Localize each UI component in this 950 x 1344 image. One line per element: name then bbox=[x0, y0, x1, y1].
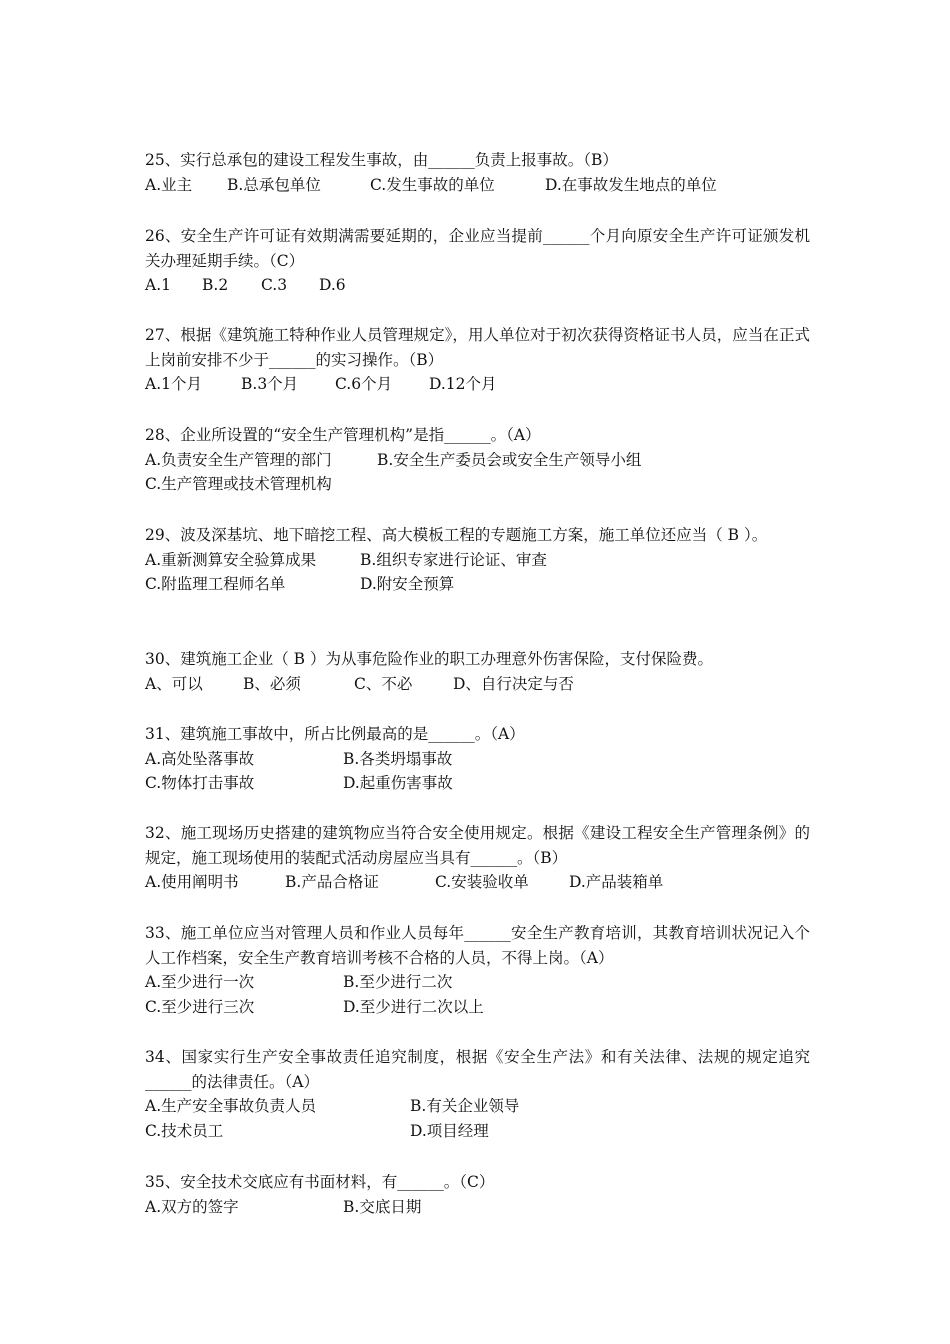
option-a: A.1 bbox=[145, 276, 171, 294]
option-c: C、不必 bbox=[354, 674, 413, 693]
options-row bbox=[145, 372, 810, 397]
options-row bbox=[145, 472, 810, 497]
question-34 bbox=[145, 1045, 810, 1143]
option-b: B、必须 bbox=[243, 674, 301, 693]
option-c: C.安装验收单 bbox=[435, 873, 529, 891]
option-a: A.重新测算安全验算成果 bbox=[145, 550, 317, 569]
question-stem: 26、安全生产许可证有效期满需要延期的，企业应当提前______个月向原安全生产许可证颁发机关办理延期手续。（C） bbox=[145, 227, 810, 270]
option-d: D.6 bbox=[319, 276, 346, 294]
question-stem: 29、波及深基坑、地下暗挖工程、高大模板工程的专题施工方案，施工单位还应当（ B ）。 bbox=[145, 526, 768, 544]
options-row bbox=[145, 548, 810, 573]
option-c: C.6个月 bbox=[335, 375, 393, 393]
option-d: D.12个月 bbox=[429, 375, 497, 393]
question-27 bbox=[145, 323, 810, 397]
options-row bbox=[145, 572, 810, 597]
option-b: B.有关企业领导 bbox=[410, 1097, 520, 1115]
options-row bbox=[145, 970, 810, 995]
option-b: B.产品合格证 bbox=[285, 873, 379, 891]
options-row bbox=[145, 173, 810, 198]
option-b: B.交底日期 bbox=[343, 1197, 422, 1216]
option-a: A.高处坠落事故 bbox=[145, 749, 255, 768]
option-a: A.业主 bbox=[145, 175, 193, 194]
option-d: D、自行决定与否 bbox=[453, 674, 574, 693]
option-d: D.产品装箱单 bbox=[569, 873, 664, 891]
question-31 bbox=[145, 722, 810, 796]
question-28 bbox=[145, 423, 810, 497]
question-stem: 25、实行总承包的建设工程发生事故，由______负责上报事故。（B） bbox=[145, 151, 618, 169]
options-row bbox=[145, 448, 810, 473]
option-a: A.负责安全生产管理的部门 bbox=[145, 450, 332, 469]
option-d: D.在事故发生地点的单位 bbox=[545, 175, 717, 194]
options-row bbox=[145, 870, 810, 895]
question-33 bbox=[145, 921, 810, 1019]
options-row bbox=[145, 273, 810, 298]
option-c: C.至少进行三次 bbox=[145, 997, 255, 1016]
question-stem: 32、施工现场历史搭建的建筑物应当符合安全使用规定。根据《建设工程安全生产管理条例》的规定，施工现场使用的装配式活动房屋应当具有______。（B） bbox=[145, 824, 810, 867]
question-stem: 34、国家实行生产安全事故责任追究制度，根据《安全生产法》和有关法律、法规的规定追究______的法律责任。（A） bbox=[145, 1048, 810, 1091]
question-stem: 35、安全技术交底应有书面材料，有______。（C） bbox=[145, 1173, 495, 1191]
question-stem: 30、建筑施工企业（ B ）为从事危险作业的职工办理意外伤害保险，支付保险费。 bbox=[145, 650, 713, 668]
question-35 bbox=[145, 1170, 810, 1219]
option-a: A、可以 bbox=[145, 674, 203, 693]
question-stem: 33、施工单位应当对管理人员和作业人员每年______安全生产教育培训，其教育培训状况记入个人工作档案，安全生产教育培训考核不合格的人员，不得上岗。（A） bbox=[145, 924, 810, 967]
question-29 bbox=[145, 523, 810, 597]
question-30 bbox=[145, 647, 810, 696]
option-b: B.2 bbox=[202, 276, 229, 294]
options-row bbox=[145, 771, 810, 796]
option-b: B.各类坍塌事故 bbox=[343, 749, 453, 768]
option-c: C.物体打击事故 bbox=[145, 774, 255, 792]
option-a: A.1个月 bbox=[145, 375, 202, 393]
option-d: D.起重伤害事故 bbox=[343, 774, 453, 792]
question-32 bbox=[145, 821, 810, 895]
option-b: B.总承包单位 bbox=[227, 175, 321, 194]
question-stem: 27、根据《建筑施工特种作业人员管理规定》，用人单位对于初次获得资格证书人员，应当在正式上岗前安排不少于______的实习操作。（B） bbox=[145, 326, 810, 369]
question-25 bbox=[145, 148, 810, 197]
question-stem: 31、建筑施工事故中，所占比例最高的是______。（A） bbox=[145, 725, 525, 743]
option-a: A.双方的签字 bbox=[145, 1197, 239, 1216]
option-b: B.至少进行二次 bbox=[343, 973, 453, 991]
options-row bbox=[145, 995, 810, 1020]
option-c: C.3 bbox=[261, 276, 288, 294]
option-c: C.生产管理或技术管理机构 bbox=[145, 475, 332, 493]
options-row bbox=[145, 1119, 810, 1144]
option-c: C.技术员工 bbox=[145, 1121, 224, 1140]
option-d: D.附安全预算 bbox=[360, 575, 455, 593]
option-a: A.至少进行一次 bbox=[145, 973, 255, 991]
option-c: C.发生事故的单位 bbox=[370, 175, 495, 194]
option-b: B.组织专家进行论证、审查 bbox=[360, 550, 547, 569]
question-26 bbox=[145, 224, 810, 298]
option-d: D.项目经理 bbox=[410, 1121, 489, 1140]
option-a: A.使用阐明书 bbox=[145, 873, 239, 891]
option-d: D.至少进行二次以上 bbox=[343, 997, 484, 1016]
option-a: A.生产安全事故负责人员 bbox=[145, 1097, 317, 1115]
question-stem: 28、企业所设置的“安全生产管理机构”是指______。（A） bbox=[145, 426, 541, 444]
options-row bbox=[145, 672, 810, 697]
option-b: B.3个月 bbox=[241, 375, 299, 393]
options-row bbox=[145, 747, 810, 772]
option-b: B.安全生产委员会或安全生产领导小组 bbox=[377, 450, 642, 469]
options-row bbox=[145, 1195, 810, 1220]
option-c: C.附监理工程师名单 bbox=[145, 575, 286, 593]
options-row bbox=[145, 1094, 810, 1119]
